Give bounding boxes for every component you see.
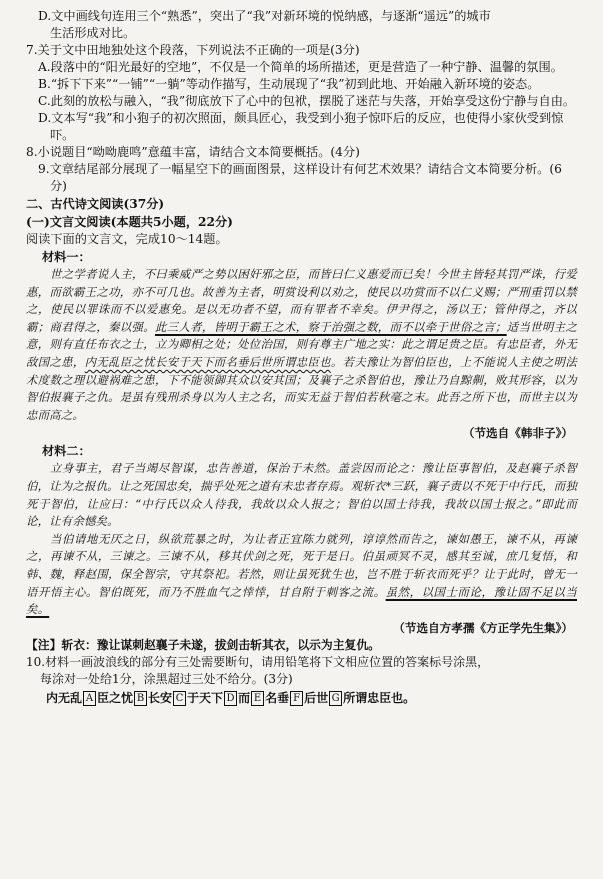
q10-segment: 臣之忧 bbox=[97, 690, 134, 705]
q7-stem: 7.关于文中田地独处这个段落，下列说法不正确的一项是(3分) bbox=[26, 43, 360, 57]
q10-segment: 长安 bbox=[148, 690, 173, 705]
material-1-body bbox=[26, 266, 577, 424]
material-2-underlined: 虽然，以国士而论，豫让固不足以当矣。 bbox=[26, 584, 577, 617]
answer-box-d[interactable]: D bbox=[224, 691, 237, 706]
q8: 8.小说题目“呦呦鹿鸣”意蕴丰富，请结合文本简要概括。(4分) bbox=[26, 145, 360, 159]
annotation-note: 【注】斩衣：豫让谋刺赵襄子未遂，拔剑击斩其衣，以示为主复仇。 bbox=[26, 637, 380, 652]
q10-stem-line1: 10.材料一画波浪线的部分有三处需要断句，请用铅笔将下文相应位置的答案标号涂黑， bbox=[26, 654, 490, 669]
q10-segment: 后世 bbox=[304, 690, 329, 705]
q7-option-b: B.“拆下下来”“一铺”“一躺”等动作描写，生动展现了“我”初到此地、开始融入新环境的姿态。 bbox=[38, 77, 540, 91]
q10-segment: 于天下 bbox=[187, 690, 224, 705]
q7-option-c: C.此刻的放松与融入，“我”彻底放下了心中的包袱，摆脱了迷茫与失落，开始享受这份宁静与自由。 bbox=[38, 94, 576, 108]
material-1-title: 材料一： bbox=[42, 250, 91, 264]
q7-option-d: D.文本写“我”和小狍子的初次照面，颇具匠心，我受到小狍子惊吓后的反应，也使得小家伙受到惊吓。 bbox=[38, 111, 564, 142]
q10-segment: 内无乱 bbox=[46, 690, 83, 705]
section-2-heading: 二、古代诗文阅读(37分) bbox=[26, 197, 165, 211]
material-2-source: （节选自方孝孺《方正学先生集》） bbox=[393, 620, 573, 635]
q6-option-d bbox=[38, 8, 577, 42]
q10-segment: 而 bbox=[238, 690, 251, 705]
answer-box-e[interactable]: E bbox=[251, 691, 264, 706]
q6-option-d-line1: D.文中画线句连用三个“熟悉”，突出了“我”对新环境的悦纳感，与逐渐“遥远”的城市 bbox=[38, 9, 491, 23]
material-1-underlined: 此三人者，皆明于霸王之术，察于治强之数，而不以牵于世俗之言； bbox=[155, 319, 507, 334]
material-1-text-d: 此吾之所下也，而世主以为忠而高之。 bbox=[26, 390, 577, 422]
q9: 9.文章结尾部分展现了一幅星空下的画面图景，这样设计有何艺术效果？请结合文本简要分析。(6分) bbox=[38, 162, 562, 193]
q10-stem bbox=[26, 654, 577, 688]
material-1-text-c: 。若夫豫让为智伯臣也，上不能说人主使之明法术度数之理以避祸难之患，下不能领御其众以安其国；及襄子之杀智伯也，豫让乃自黥劓，败其形容，以为智伯报襄子之仇。是虽有残刑杀身以为人主之名，而实无益于智伯若秋毫之末。 bbox=[26, 354, 577, 405]
material-2-body bbox=[26, 460, 577, 618]
material-1-source: （节选自《韩非子》） bbox=[462, 426, 573, 441]
q6-option-d-line2: 生活形成对比。 bbox=[50, 26, 136, 40]
answer-box-a[interactable]: A bbox=[83, 691, 96, 706]
material-2-title: 材料二： bbox=[42, 444, 91, 459]
answer-box-f[interactable]: F bbox=[290, 691, 303, 706]
answer-box-b[interactable]: B bbox=[134, 691, 147, 706]
reading-instruction: 阅读下面的文言文，完成10～14题。 bbox=[26, 232, 228, 246]
material-1-text-b: 适当世明主之意，则有直任布衣之士，立为卿相之处；处位治国，则有尊主广地之实：此之谓足贵之臣。有忠臣者，外无敌国之患， bbox=[26, 319, 577, 369]
q10-answer-line bbox=[26, 688, 577, 708]
q10-segment: 所谓忠臣也。 bbox=[343, 690, 416, 705]
q10-stem-line2: 每涂对一处给1分，涂黑超过三处不给分。(3分) bbox=[40, 671, 293, 686]
material-2-para-1: 立身事主，君子当竭尽智谋，忠告善道，保治于未然。盖尝因而论之：豫让臣事智伯，及赵襄子杀智伯，让为之报仇。让之死国忠矣，揣乎处死之道有未忠者存焉。观斩衣*三跃，襄子责以不死于中行氏，而独死于智伯，让应曰：“中行氏以众人待我，我故以众人报之；智伯以国士待我，我故以国士报之。”即此而论，让有余憾矣。 bbox=[26, 461, 577, 529]
material-1-text-a: 世之学者说人主，不曰乘威严之势以困奸邪之臣，而皆曰仁义惠爱而已矣！今世主皆轻其罚严诛，行爱惠，而欲霸王之功，亦不可几也。故善为主者，明赏设利以劝之，使民以功赏而不以仁义赐；严刑重罚以禁之，使民以罪诛而不以爱惠免。是以无功者不望，而有罪者不幸矣。伊尹得之，汤以王；管仲得之，齐以霸；商君得之，秦以强。 bbox=[26, 267, 577, 334]
answer-box-c[interactable]: C bbox=[173, 691, 186, 706]
material-1-wavy-passage: 内无乱臣之忧长安于天下而名垂后世所谓忠臣也 bbox=[84, 354, 331, 369]
material-2-para-2: 当伯请地无厌之日，纵欲荒暴之时，为让者正宜陈力就列，谆谆然而告之，谏如愚王，谏不从，再谏之，再谏不从，三谏之。三谏不从，移其伏剑之死，死于是日。伯虽顽冥不灵，感其至诚，庶几复悟，和韩、魏，释赵围，保全智宗，守其祭祀。若然，则让虽死犹生也，岂不胜于斩衣而死乎？让于此时，曾无一语开悟主心。智伯既死，而乃不胜血气之悻悻，甘自附于刺客之流。 bbox=[26, 531, 577, 599]
q10-segment: 名垂 bbox=[265, 690, 290, 705]
q7-option-a: A.段落中的“阳光最好的空地”，不仅是一个简单的场所描述，更是营造了一种宁静、温馨的氛围。 bbox=[38, 60, 563, 74]
answer-box-g[interactable]: G bbox=[329, 691, 342, 706]
subsection-1-heading: (一)文言文阅读(本题共5小题，22分) bbox=[26, 215, 233, 229]
